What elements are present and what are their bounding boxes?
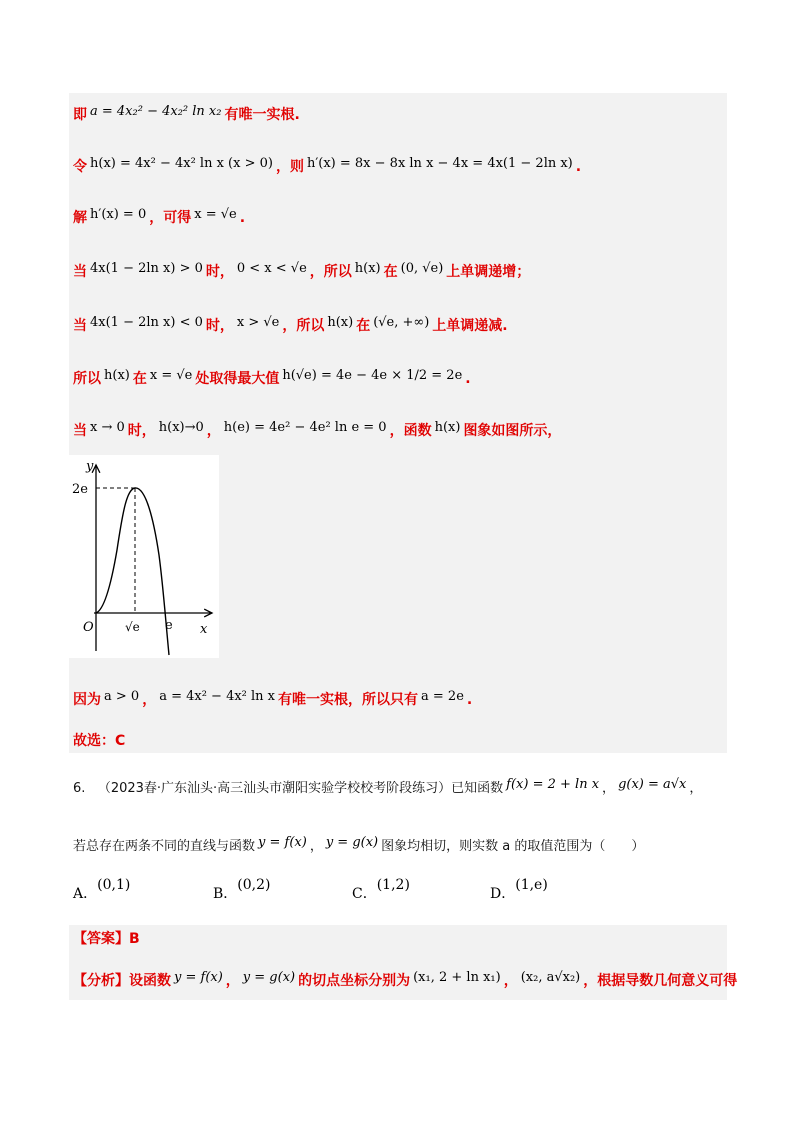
option-a[interactable]: A．(0,1) — [73, 877, 131, 902]
origin-label: O — [83, 620, 94, 635]
x-axis-label: x — [200, 622, 208, 637]
graph-svg — [69, 455, 219, 658]
answer-line: 【答案】B — [73, 931, 140, 947]
option-b[interactable]: B．(0,2) — [213, 877, 271, 902]
question-6-line-1: 6. （2023春·广东汕头·高三汕头市潮阳实验学校校考阶段练习）已知函数 f(x) = 2 + ln x ， g(x) = a√x ， — [73, 777, 703, 796]
peak-value-label: 2e — [72, 482, 88, 497]
option-d[interactable]: D．(1,e) — [490, 877, 548, 902]
solution-line-4: 当 4x(1 − 2ln x) > 0 时， 0 < x < √e ，所以 h(x) 在 (0, √e) 上单调递增； — [73, 261, 531, 280]
solution-line-3: 解 h′(x) = 0 ，可得 x = √e . — [73, 207, 246, 226]
function-graph-figure — [69, 455, 219, 658]
solution-conclusion: 故选：C — [73, 733, 126, 749]
solution-line-7: 当 x → 0 时， h(x)→0 ， h(e) = 4e² − 4e² ln e = 0 ，函数 h(x) 图象如图所示， — [73, 420, 562, 439]
solution-line-8: 因为 a > 0 ， a = 4x² − 4x² ln x 有唯一实根，所以只有 a = 2e . — [73, 689, 473, 708]
y-axis-label: y — [86, 459, 94, 474]
solution-line-6: 所以 h(x) 在 x = √e 处取得最大值 h(√e) = 4e − 4e × 1/2 = 2e . — [73, 368, 471, 387]
analysis-line: 【分析】设函数 y = f(x) ， y = g(x) 的切点坐标分别为 (x₁, 2 + ln x₁) ， (x₂, a√x₂) ，根据导数几何意义可得 — [73, 970, 738, 989]
option-c[interactable]: C．(1,2) — [352, 877, 410, 902]
e-label: e — [165, 618, 173, 633]
solution-line-2: 令 h(x) = 4x² − 4x² ln x (x > 0) ，则 h′(x) = 8x − 8x ln x − 4x = 4x(1 − 2ln x) . — [73, 156, 582, 175]
solution-line-5: 当 4x(1 − 2ln x) < 0 时， x > √e ，所以 h(x) 在 (√e, +∞) 上单调递减. — [73, 315, 508, 334]
sqrt-e-label: √e — [125, 620, 140, 634]
solution-line-1: 即 a = 4x₂² − 4x₂² ln x₂ 有唯一实根. — [73, 104, 300, 123]
question-6-line-2: 若总存在两条不同的直线与函数 y = f(x) ， y = g(x) 图象均相切，则实数 a 的取值范围为（ ） — [73, 835, 645, 854]
